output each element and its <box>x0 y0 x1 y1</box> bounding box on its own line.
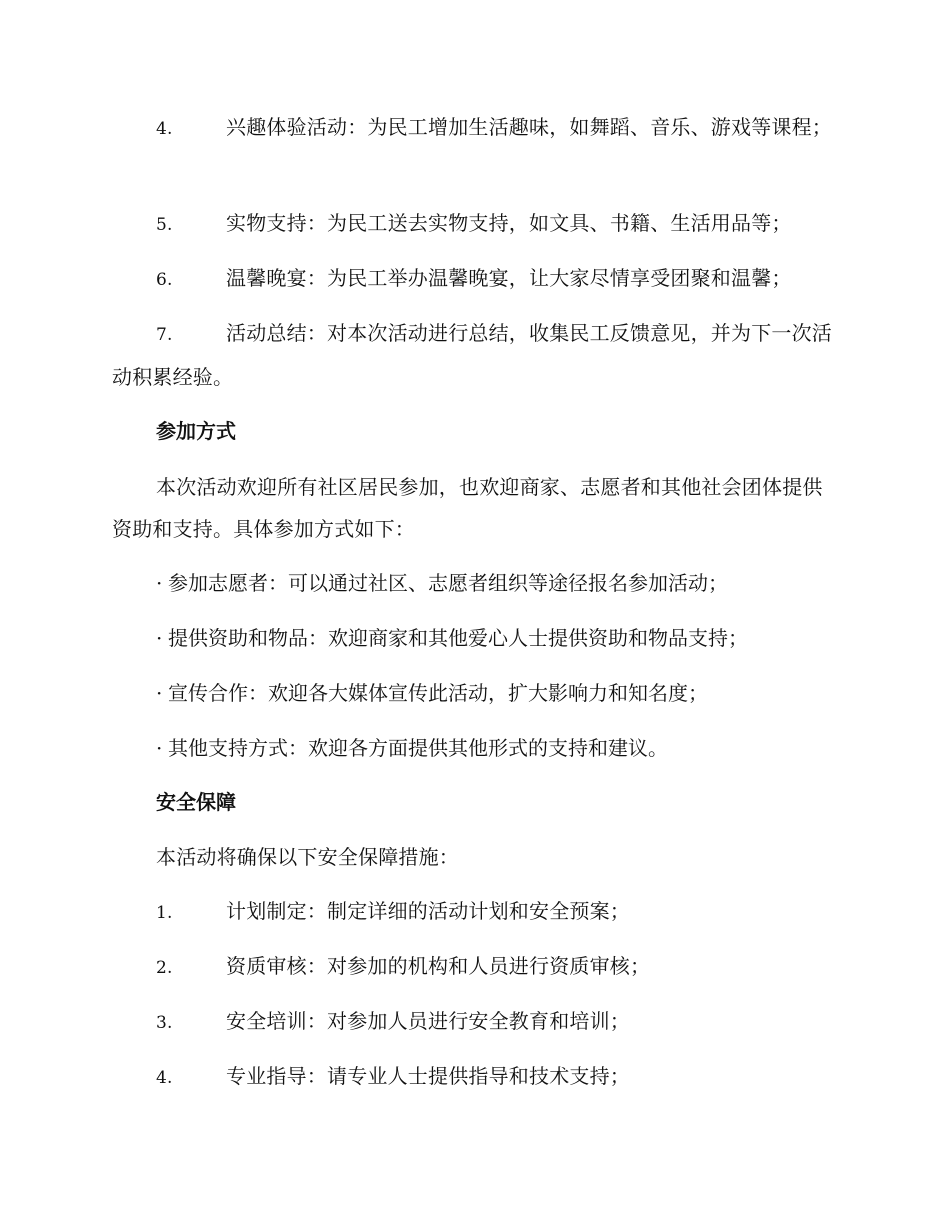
section-intro-join: 本次活动欢迎所有社区居民参加，也欢迎商家、志愿者和其他社会团体提供资助和支持。具体参加方式如下： <box>112 475 823 541</box>
bullet-text: 宣传合作：欢迎各大媒体宣传此活动，扩大影响力和知名度； <box>168 681 708 705</box>
list-item-text: 资质审核：对参加的机构和人员进行资质审核； <box>226 954 651 978</box>
bullet-item <box>156 727 668 769</box>
bullet-dot-icon: · <box>156 571 163 595</box>
list-item-text: 计划制定：制定详细的活动计划和安全预案； <box>226 899 630 923</box>
list-item-text: 活动总结：对本次活动进行总结，收集民工反馈意见，并为下一次活动积累经验。 <box>112 321 832 389</box>
list-item-number: 2. <box>156 958 173 978</box>
bullet-text: 参加志愿者：可以通过社区、志愿者组织等途径报名参加活动； <box>168 571 728 595</box>
list-item-text: 温馨晚宴：为民工举办温馨晚宴，让大家尽情享受团聚和温馨； <box>226 266 792 290</box>
bullet-dot-icon: · <box>156 681 163 705</box>
section-heading-safety: 安全保障 <box>156 790 236 814</box>
list-item <box>112 106 834 150</box>
bullet-item <box>156 562 728 604</box>
bullet-text: 其他支持方式：欢迎各方面提供其他形式的支持和建议。 <box>168 736 668 760</box>
list-item-number: 3. <box>156 1013 173 1033</box>
section-intro-safety: 本活动将确保以下安全保障措施： <box>156 845 459 869</box>
list-item-text: 专业指导：请专业人士提供指导和技术支持； <box>226 1064 630 1088</box>
list-item-number: 4. <box>156 1068 173 1088</box>
bullet-text: 提供资助和物品：欢迎商家和其他爱心人士提供资助和物品支持； <box>168 626 748 650</box>
list-item-number: 1. <box>156 903 173 923</box>
list-item <box>112 1000 834 1044</box>
list-item <box>112 1055 834 1099</box>
list-item <box>112 945 834 989</box>
list-item-number: 5. <box>156 215 173 235</box>
list-item-number: 7. <box>156 325 173 345</box>
list-item <box>112 312 834 398</box>
bullet-item <box>156 672 708 714</box>
list-item-text: 兴趣体验活动：为民工增加生活趣味，如舞蹈、音乐、游戏等课程； <box>226 115 832 139</box>
bullet-item <box>156 617 748 659</box>
section-heading-join: 参加方式 <box>156 419 236 443</box>
list-item <box>112 202 834 246</box>
list-item-number: 6. <box>156 270 173 290</box>
list-item-text: 实物支持：为民工送去实物支持，如文具、书籍、生活用品等； <box>226 211 792 235</box>
list-item <box>112 257 834 301</box>
list-item-number: 4. <box>156 119 173 139</box>
list-item <box>112 890 834 934</box>
bullet-dot-icon: · <box>156 626 163 650</box>
list-item-text: 安全培训：对参加人员进行安全教育和培训； <box>226 1009 630 1033</box>
bullet-dot-icon: · <box>156 736 163 760</box>
